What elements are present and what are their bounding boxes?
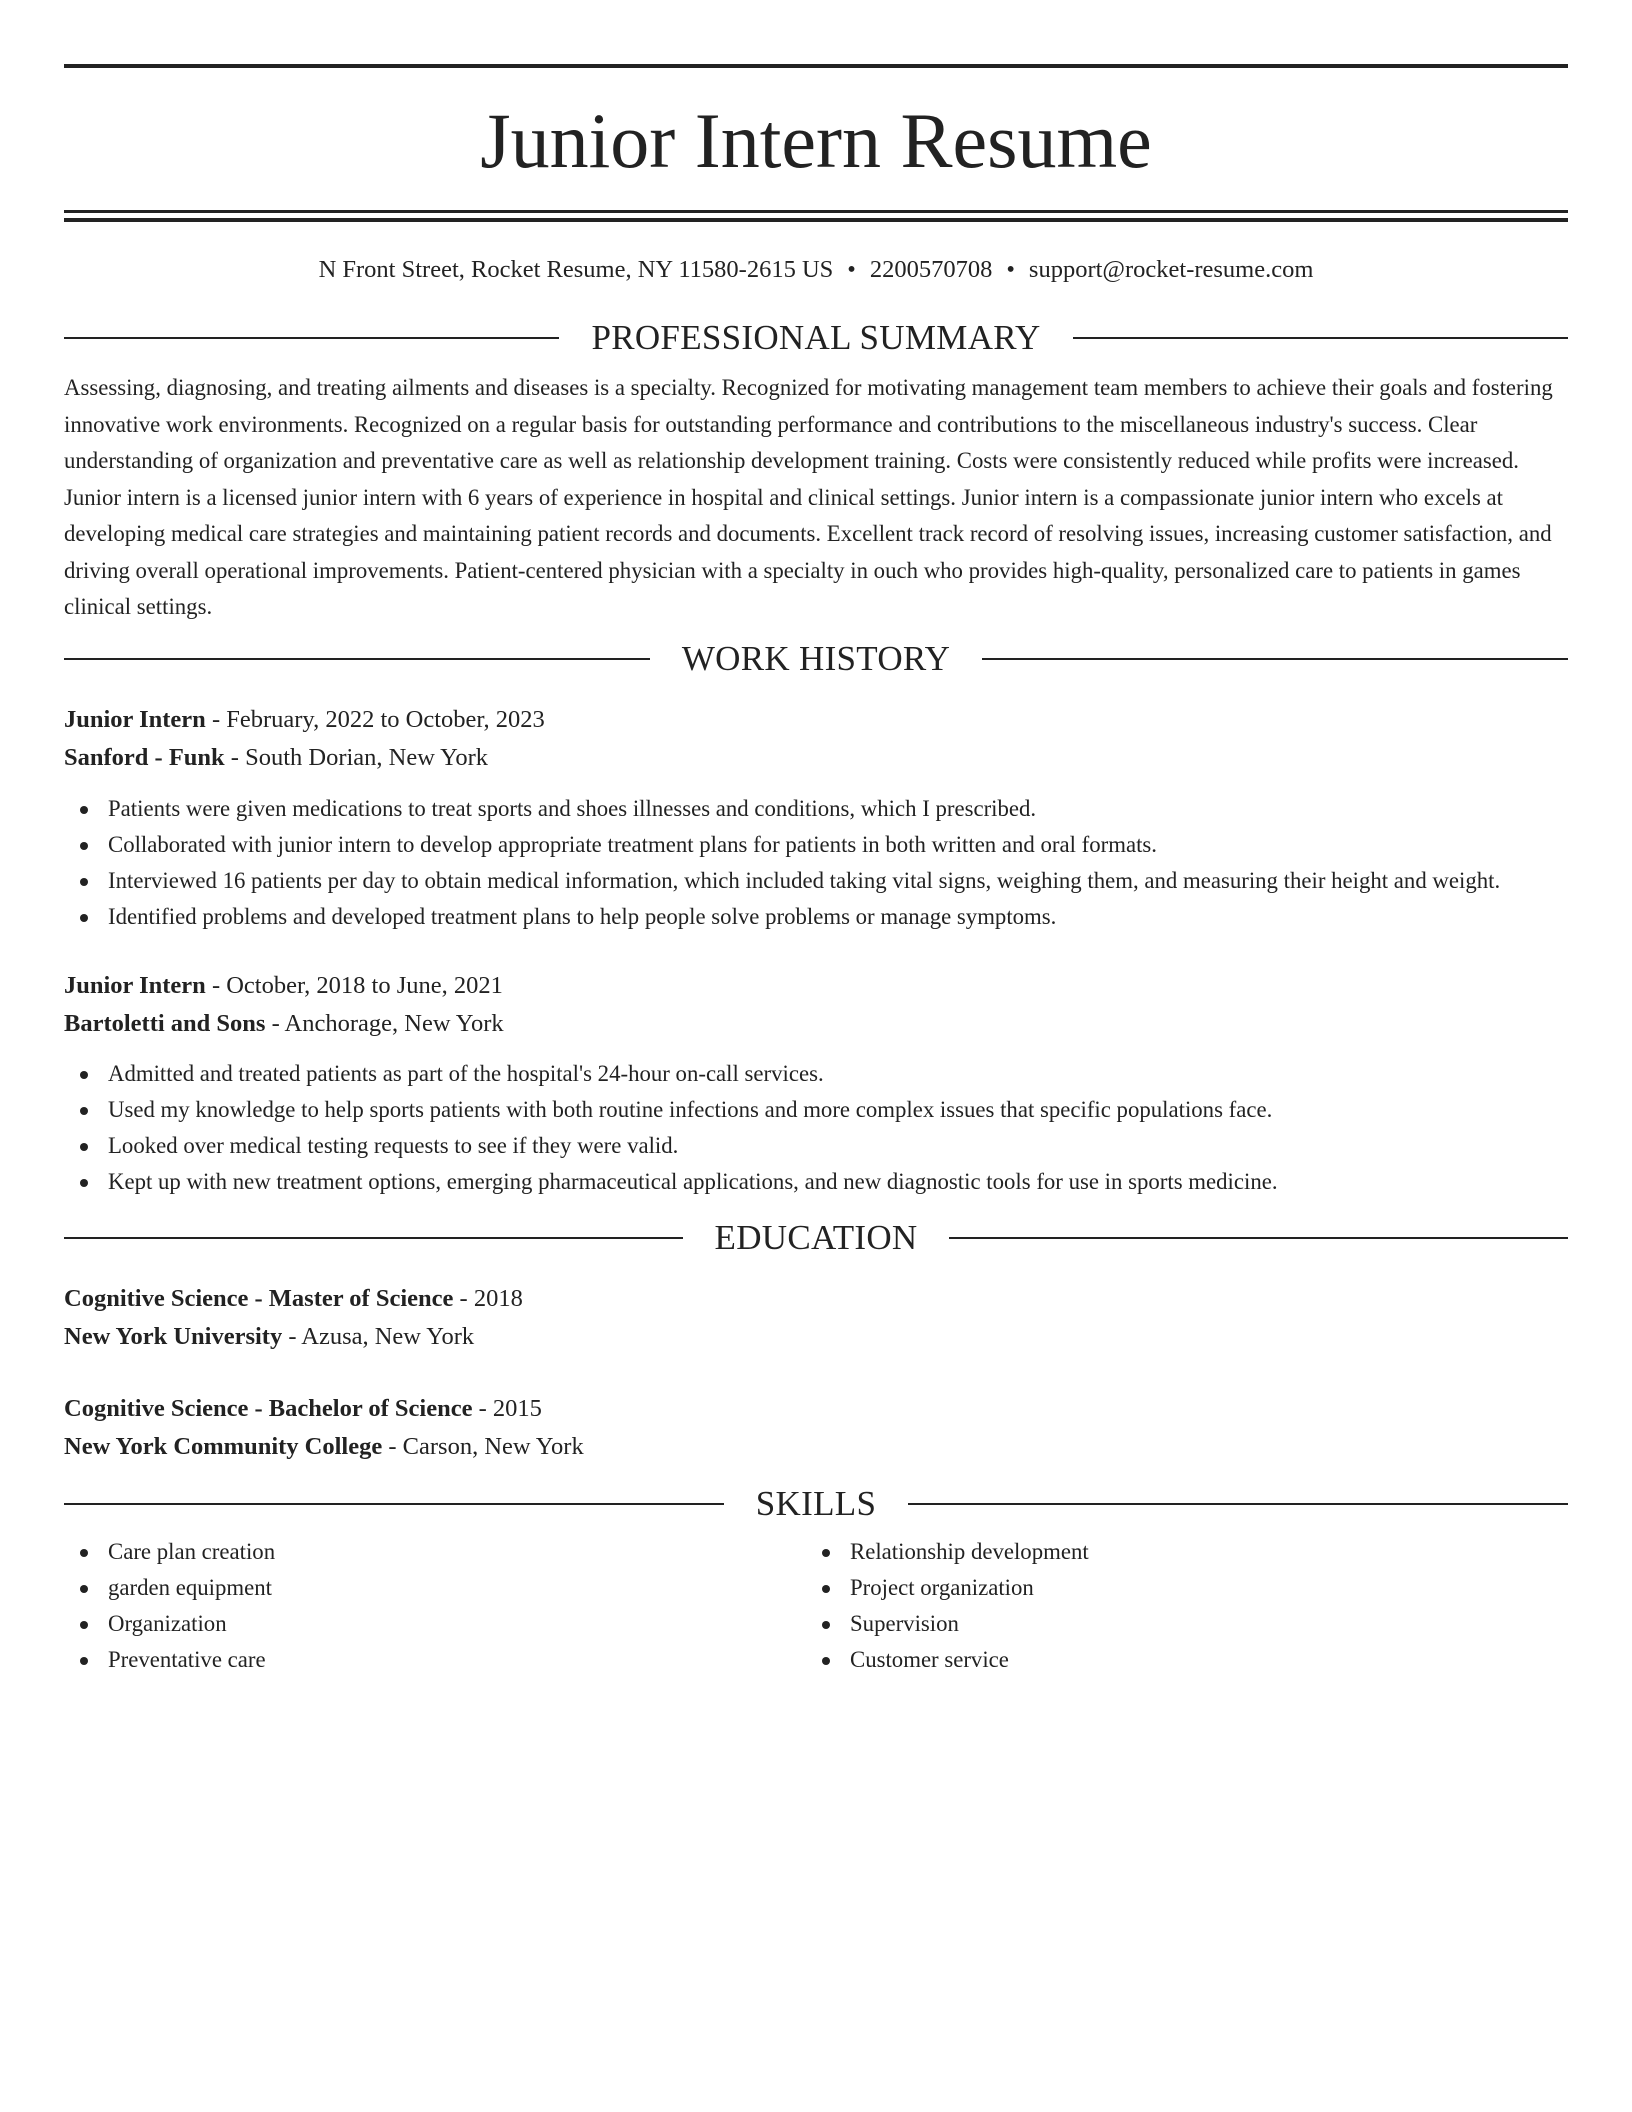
resume-title: Junior Intern Resume — [480, 97, 1152, 184]
employer-location: - Anchorage, New York — [265, 1009, 504, 1037]
section-heading-education — [64, 1218, 1568, 1258]
skill-item: Preventative care — [64, 1642, 806, 1678]
section-title: WORK HISTORY — [681, 638, 951, 678]
job-title-line — [64, 701, 1568, 739]
education-entry — [64, 1280, 1568, 1356]
section-heading-summary — [64, 318, 1568, 358]
heading-rule — [982, 658, 1568, 660]
section-heading-skills — [64, 1484, 1568, 1524]
employer-line — [64, 739, 1568, 777]
list-item: Collaborated with junior intern to develop appropriate treatment plans for patients in both written and oral formats. — [64, 827, 1568, 863]
contact-separator: • — [1006, 256, 1015, 283]
title-double-rule — [64, 210, 1568, 222]
resume-page — [64, 64, 1568, 1678]
skills-column-right — [806, 1534, 1548, 1678]
section-title: PROFESSIONAL SUMMARY — [591, 318, 1041, 357]
degree-name: Cognitive Science - Bachelor of Science — [64, 1394, 473, 1422]
skills-grid — [64, 1534, 1568, 1678]
job-title-line — [64, 967, 1568, 1005]
list-item: Kept up with new treatment options, emerging pharmaceutical applications, and new diagnostic tools for use in sports medicine. — [64, 1164, 1568, 1200]
skill-item: Supervision — [806, 1606, 1548, 1642]
list-item: Admitted and treated patients as part of the hospital's 24-hour on-call services. — [64, 1056, 1568, 1092]
job-entry — [64, 701, 1568, 935]
job-dates: - February, 2022 to October, 2023 — [205, 705, 545, 733]
list-item: Identified problems and developed treatment plans to help people solve problems or manage symptoms. — [64, 899, 1568, 935]
degree-line — [64, 1390, 1568, 1428]
section-heading-work — [64, 639, 1568, 679]
contact-separator: • — [847, 256, 856, 283]
list-item: Patients were given medications to treat sports and shoes illnesses and conditions, which I prescribed. — [64, 791, 1568, 827]
school-name: New York University — [64, 1322, 283, 1350]
employer-name: Sanford - Funk — [64, 743, 225, 771]
heading-rule — [64, 658, 650, 660]
school-location: - Azusa, New York — [282, 1322, 475, 1350]
job-entry — [64, 967, 1568, 1200]
heading-rule — [64, 337, 559, 339]
skill-item: Customer service — [806, 1642, 1548, 1678]
skill-item: Care plan creation — [64, 1534, 806, 1570]
heading-rule — [64, 1237, 683, 1239]
section-title: EDUCATION — [714, 1217, 918, 1257]
employer-location: - South Dorian, New York — [224, 743, 489, 771]
job-bullets — [64, 1056, 1568, 1200]
school-line — [64, 1428, 1568, 1466]
skill-item: garden equipment — [64, 1570, 806, 1606]
degree-year: - 2018 — [453, 1284, 523, 1312]
summary-text: Assessing, diagnosing, and treating ailments and diseases is a specialty. Recognized for motivating management team members to achieve their goals and fostering innovative work environments. Recognized on a regular basis for outstanding performance and contributions to the miscellaneous industry's success. Clear understanding of organization and preventative care as well as relationship development training. Costs were consistently reduced while profits were increased. Junior intern is a licensed junior intern with 6 years of experience in hospital and clinical settings. Junior intern is a compassionate junior intern who excels at developing medical care strategies and maintaining patient records and documents. Excellent track record of resolving issues, increasing customer satisfaction, and driving overall operational improvements. Patient-centered physician with a specialty in ouch who provides high-quality, personalized care to patients in games clinical settings. — [64, 375, 1553, 619]
heading-rule — [1073, 337, 1568, 339]
heading-rule — [908, 1503, 1568, 1505]
school-location: - Carson, New York — [382, 1432, 584, 1460]
job-title: Junior Intern — [64, 971, 206, 999]
heading-rule — [64, 1503, 724, 1505]
heading-rule — [949, 1237, 1568, 1239]
list-item: Used my knowledge to help sports patients with both routine infections and more complex issues that specific populations face. — [64, 1092, 1568, 1128]
skills-column-left — [64, 1534, 806, 1678]
contact-phone: 2200570708 — [869, 256, 993, 283]
skill-item: Project organization — [806, 1570, 1548, 1606]
job-dates: - October, 2018 to June, 2021 — [205, 971, 503, 999]
degree-line — [64, 1280, 1568, 1318]
degree-name: Cognitive Science - Master of Science — [64, 1284, 454, 1312]
school-line — [64, 1318, 1568, 1356]
contact-line — [64, 255, 1568, 285]
skill-item: Organization — [64, 1606, 806, 1642]
list-item: Looked over medical testing requests to see if they were valid. — [64, 1128, 1568, 1164]
education-entry — [64, 1390, 1568, 1466]
contact-address: N Front Street, Rocket Resume, NY 11580-2615 US — [318, 256, 834, 283]
degree-year: - 2015 — [472, 1394, 542, 1422]
list-item: Interviewed 16 patients per day to obtain medical information, which included taking vital signs, weighing them, and measuring their height and weight. — [64, 863, 1568, 899]
employer-name: Bartoletti and Sons — [64, 1009, 266, 1037]
employer-line — [64, 1005, 1568, 1043]
school-name: New York Community College — [64, 1432, 383, 1460]
section-title: SKILLS — [755, 1483, 877, 1523]
job-bullets — [64, 791, 1568, 935]
job-title: Junior Intern — [64, 705, 206, 733]
skill-item: Relationship development — [806, 1534, 1548, 1570]
contact-email: support@rocket-resume.com — [1028, 256, 1314, 283]
